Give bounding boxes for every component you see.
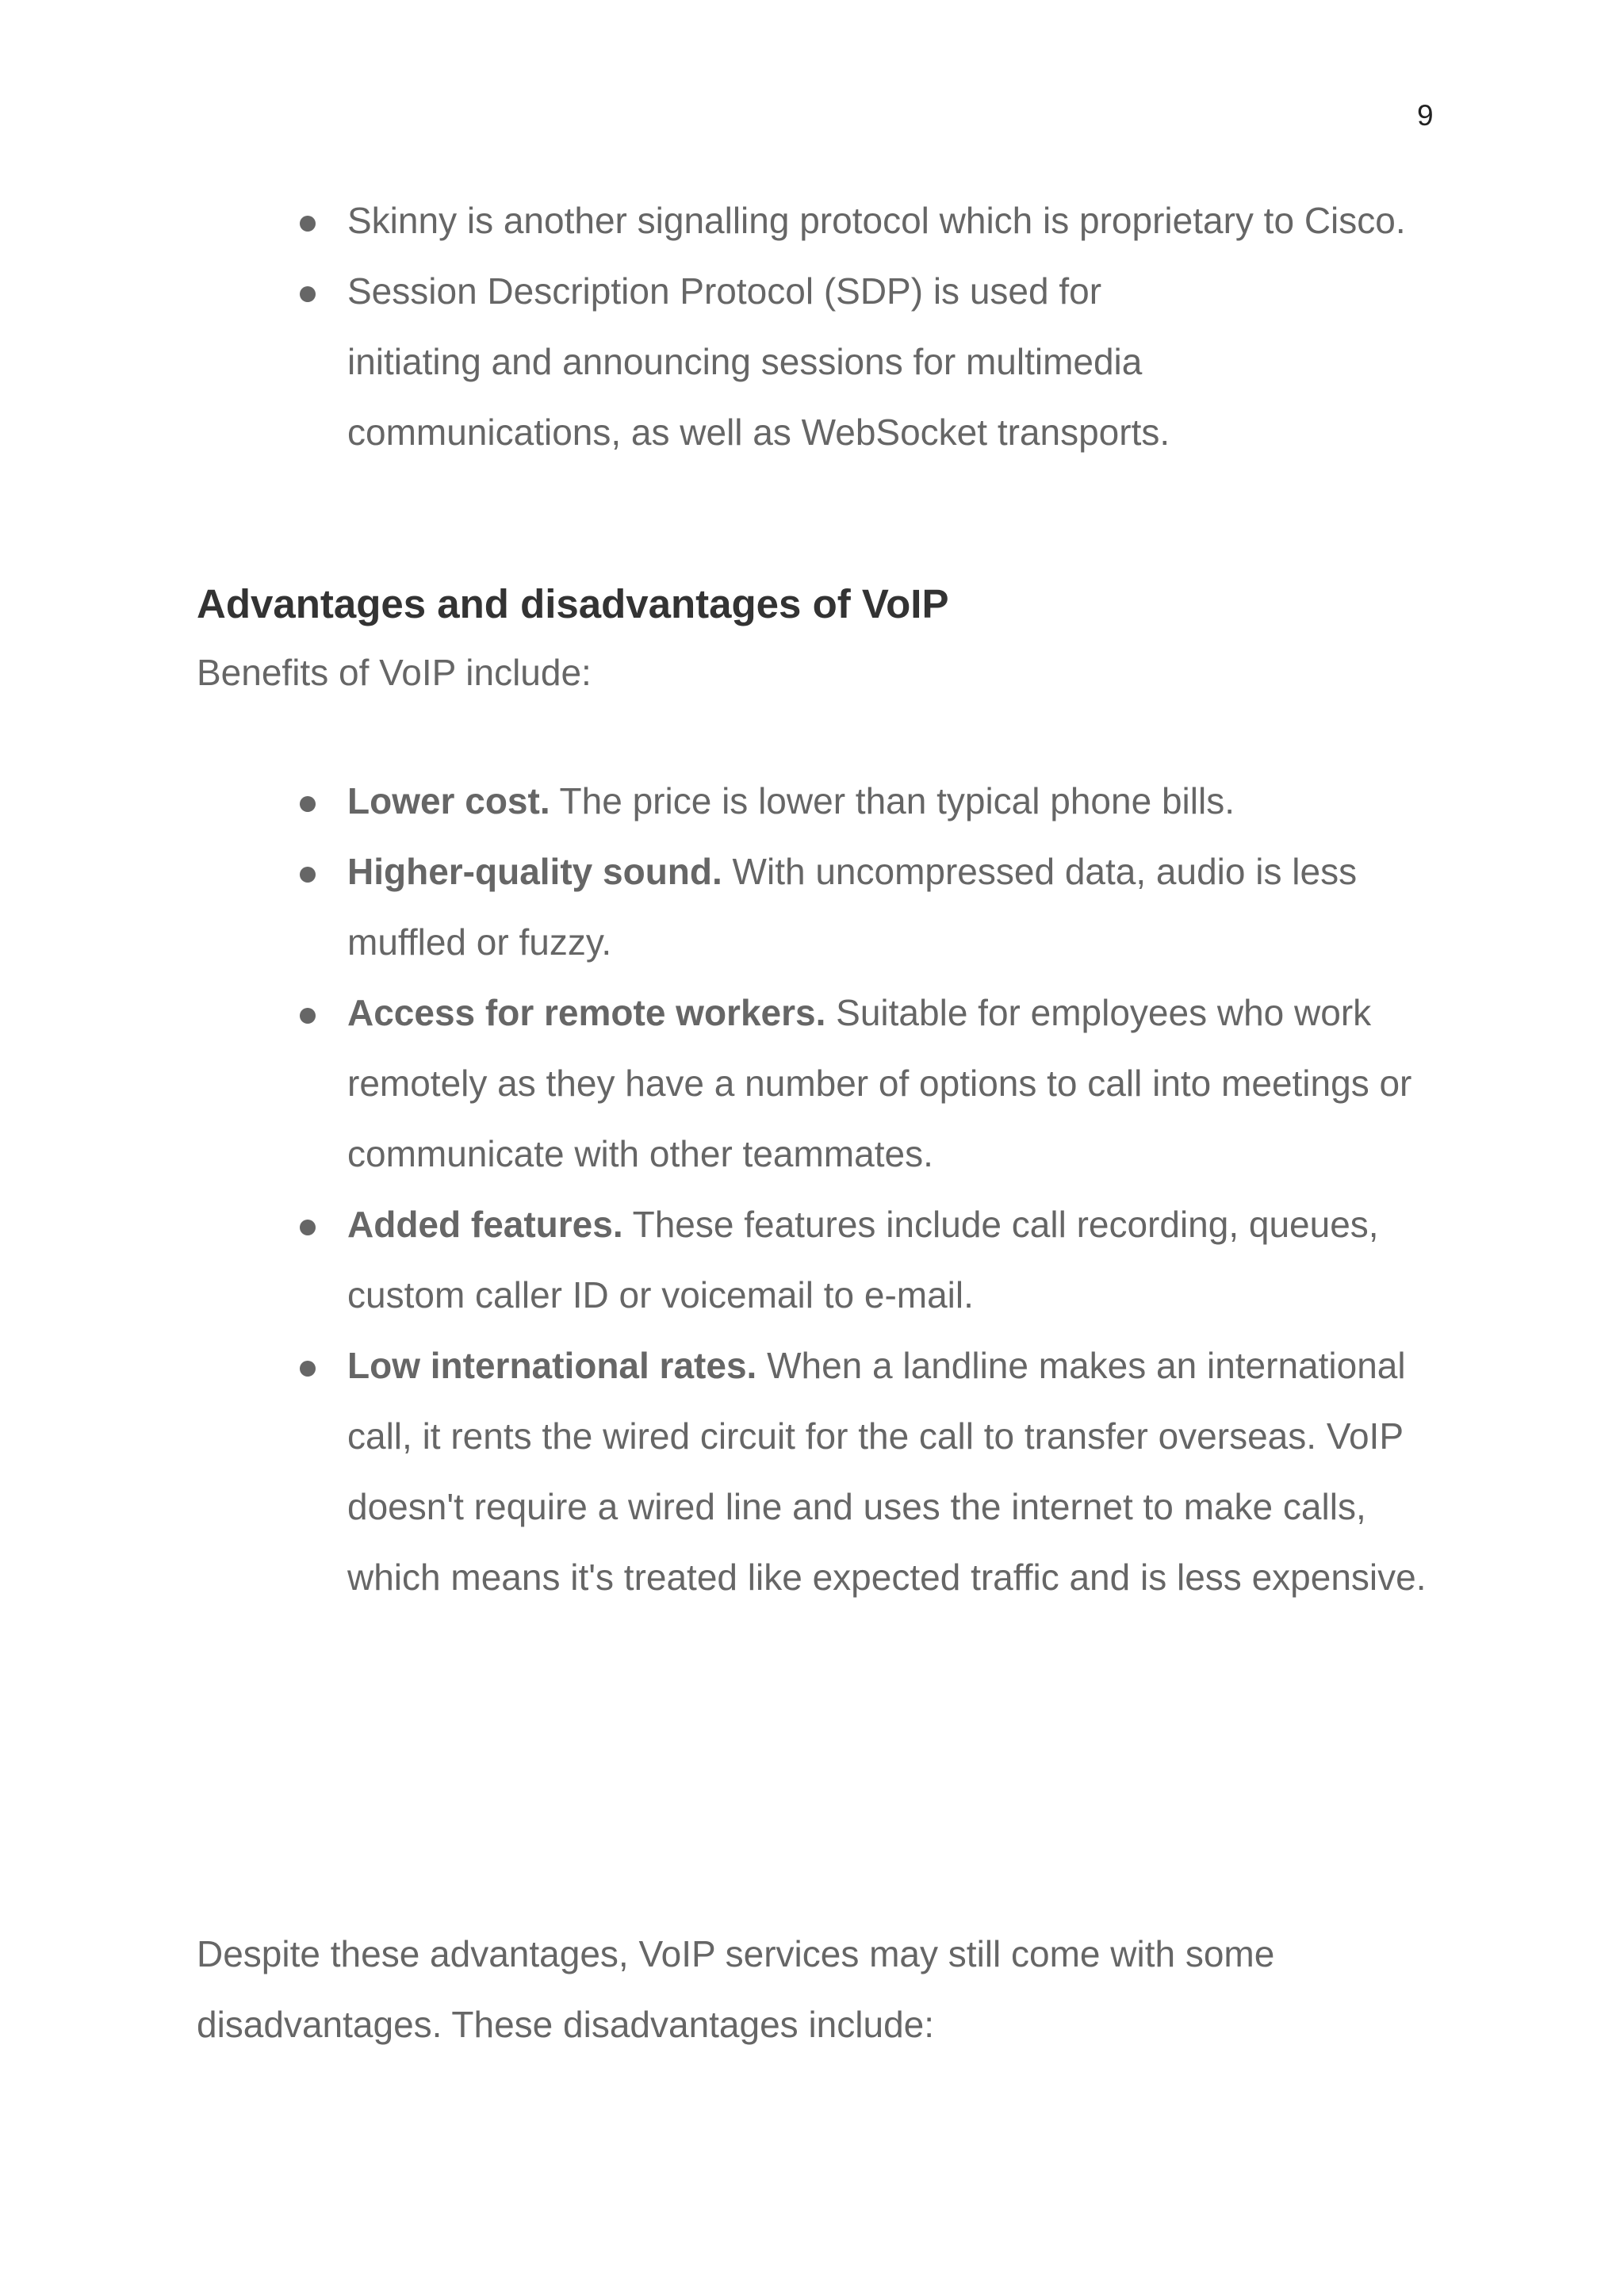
list-item-title: Low international rates. — [347, 1345, 757, 1386]
list-item-title: Added features. — [347, 1204, 623, 1245]
list-item-title: Lower cost. — [347, 780, 550, 821]
bullet-icon — [300, 796, 316, 812]
closing-paragraph: Despite these advantages, VoIP services may still come with some disadvantages. These disadvantages include: — [197, 1933, 1275, 2045]
list-item-title: Higher-quality sound. — [347, 851, 722, 892]
page-number: 9 — [1417, 99, 1434, 132]
list-item-text: Suitable for employees who work remotely as they have a number of options to call into meetings or communicate with other teammates. — [347, 992, 1412, 1174]
bullet-icon — [300, 216, 316, 232]
list-item — [0, 256, 1451, 468]
bullet-icon — [300, 1008, 316, 1024]
bullet-icon — [300, 1220, 316, 1235]
section-heading: Advantages and disadvantages of VoIP — [197, 581, 949, 626]
list-item-title: Access for remote workers. — [347, 992, 826, 1033]
list-item — [0, 837, 1451, 978]
list-item-text: Session Description Protocol (SDP) is used for initiating and announcing sessions for multimedia communications, as well as WebSocket transports. — [347, 270, 1170, 453]
list-item — [0, 766, 1451, 837]
protocol-bullet-list — [0, 186, 1451, 468]
list-item-text: When a landline makes an international call, it rents the wired circuit for the call to transfer overseas. VoIP doesn't require a wired line and uses the internet to make calls, which means it's treated like expected traffic and is less expensive. — [347, 1345, 1427, 1598]
list-item — [0, 186, 1451, 256]
list-item-text: With uncompressed data, audio is less muffled or fuzzy. — [347, 851, 1358, 963]
list-item-text: These features include call recording, queues, custom caller ID or voicemail to e-mail. — [347, 1204, 1379, 1316]
list-item — [0, 1189, 1451, 1331]
benefits-bullet-list — [0, 766, 1451, 1613]
section-intro: Benefits of VoIP include: — [197, 652, 592, 693]
list-item-text: Skinny is another signalling protocol which is proprietary to Cisco. — [347, 200, 1406, 241]
list-item-text: The price is lower than typical phone bills. — [550, 780, 1235, 821]
list-item — [0, 1331, 1451, 1613]
bullet-icon — [300, 1361, 316, 1377]
list-item — [0, 978, 1451, 1189]
bullet-icon — [300, 286, 316, 302]
bullet-icon — [300, 867, 316, 883]
